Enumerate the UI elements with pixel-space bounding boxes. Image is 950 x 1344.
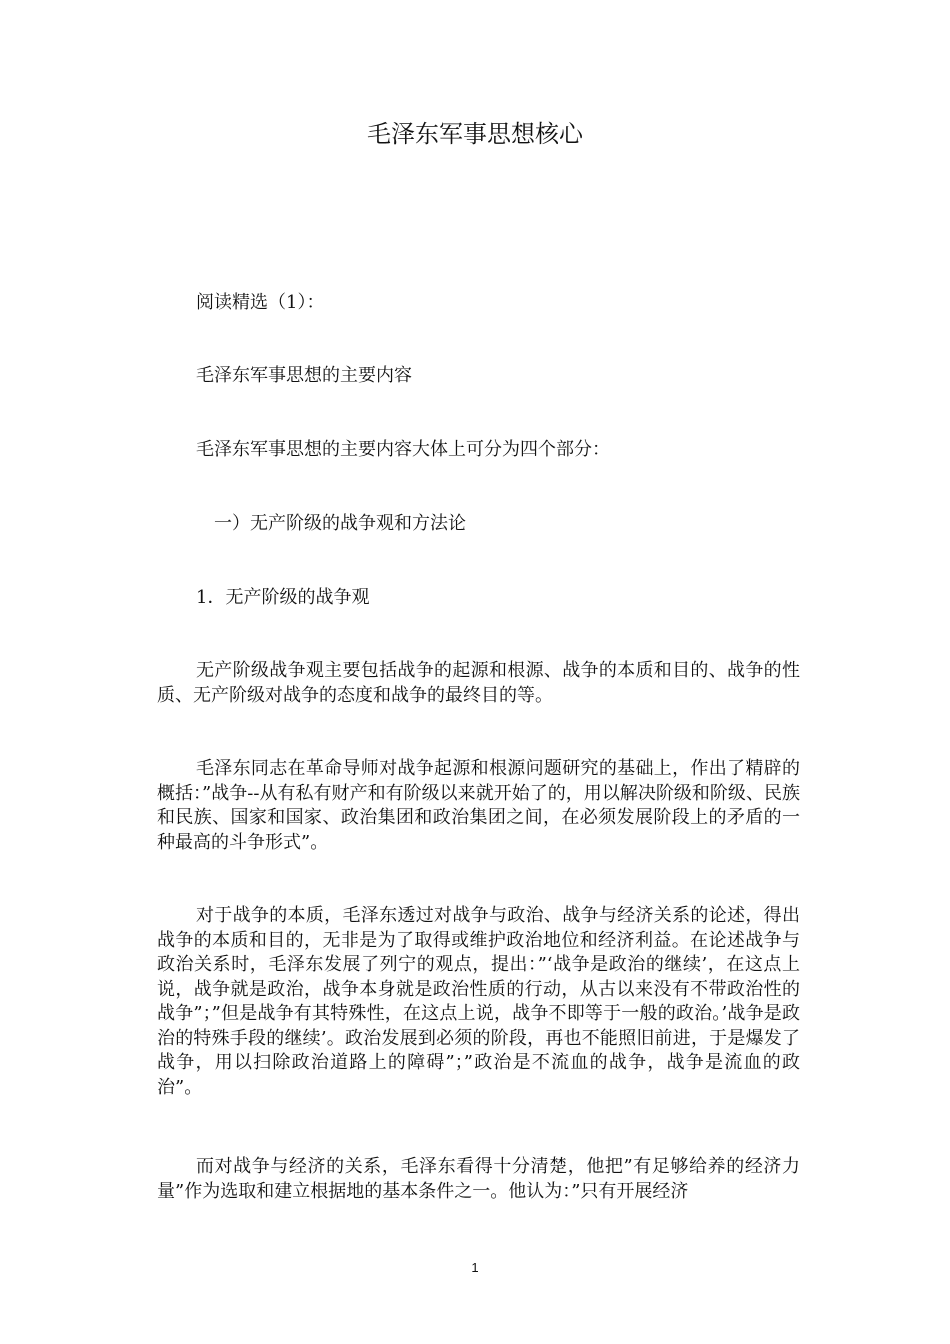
paragraph: 对于战争的本质，毛泽东透过对战争与政治、战争与经济关系的论述，得出战争的本质和目的，无非是为了取得或维护政治地位和经济利益。在论述战争与政治关系时，毛泽东发展了列宁的观点，提出：”‘战争是政治的继续’，在这点上说，战争就是政治，战争本身就是政治性质的行动，从古以来没有不带政治性的战争”；”但是战争有其特殊性，在这点上说，战争不即等于一般的政治。’战争是政治的特殊手段的继续’。政治发展到必须的阶段，再也不能照旧前进，于是爆发了战争，用以扫除政治道路上的障碍”；”政治是不流血的战争，战争是流血的政治”。 xyxy=(157,905,800,1098)
paragraph: 而对战争与经济的关系，毛泽东看得十分清楚，他把”有足够给养的经济力量”作为选取和建立根据地的基本条件之一。他认为：”只有开展经济 xyxy=(157,1156,800,1202)
subheading-one: 1．无产阶级的战争观 xyxy=(196,587,370,608)
document-title: 毛泽东军事思想核心 xyxy=(367,120,583,148)
paragraph: 毛泽东同志在革命导师对战争起源和根源问题研究的基础上，作出了精辟的概括：”战争--从有私有财产和有阶级以来就开始了的，用以解决阶级和阶级、民族和民族、国家和国家、政治集团和政治集团之间，在必须发展阶段上的矛盾的一种最高的斗争形式”。 xyxy=(157,758,800,853)
page-number: 1 xyxy=(471,1260,479,1275)
reading-label: 阅读精选（1）： xyxy=(196,292,325,313)
paragraph: 无产阶级战争观主要包括战争的起源和根源、战争的本质和目的、战争的性质、无产阶级对战争的态度和战争的最终目的等。 xyxy=(157,660,800,706)
part-one-heading: 一）无产阶级的战争观和方法论 xyxy=(214,513,466,534)
section-title: 毛泽东军事思想的主要内容 xyxy=(196,365,412,386)
intro-text: 毛泽东军事思想的主要内容大体上可分为四个部分： xyxy=(196,439,610,460)
